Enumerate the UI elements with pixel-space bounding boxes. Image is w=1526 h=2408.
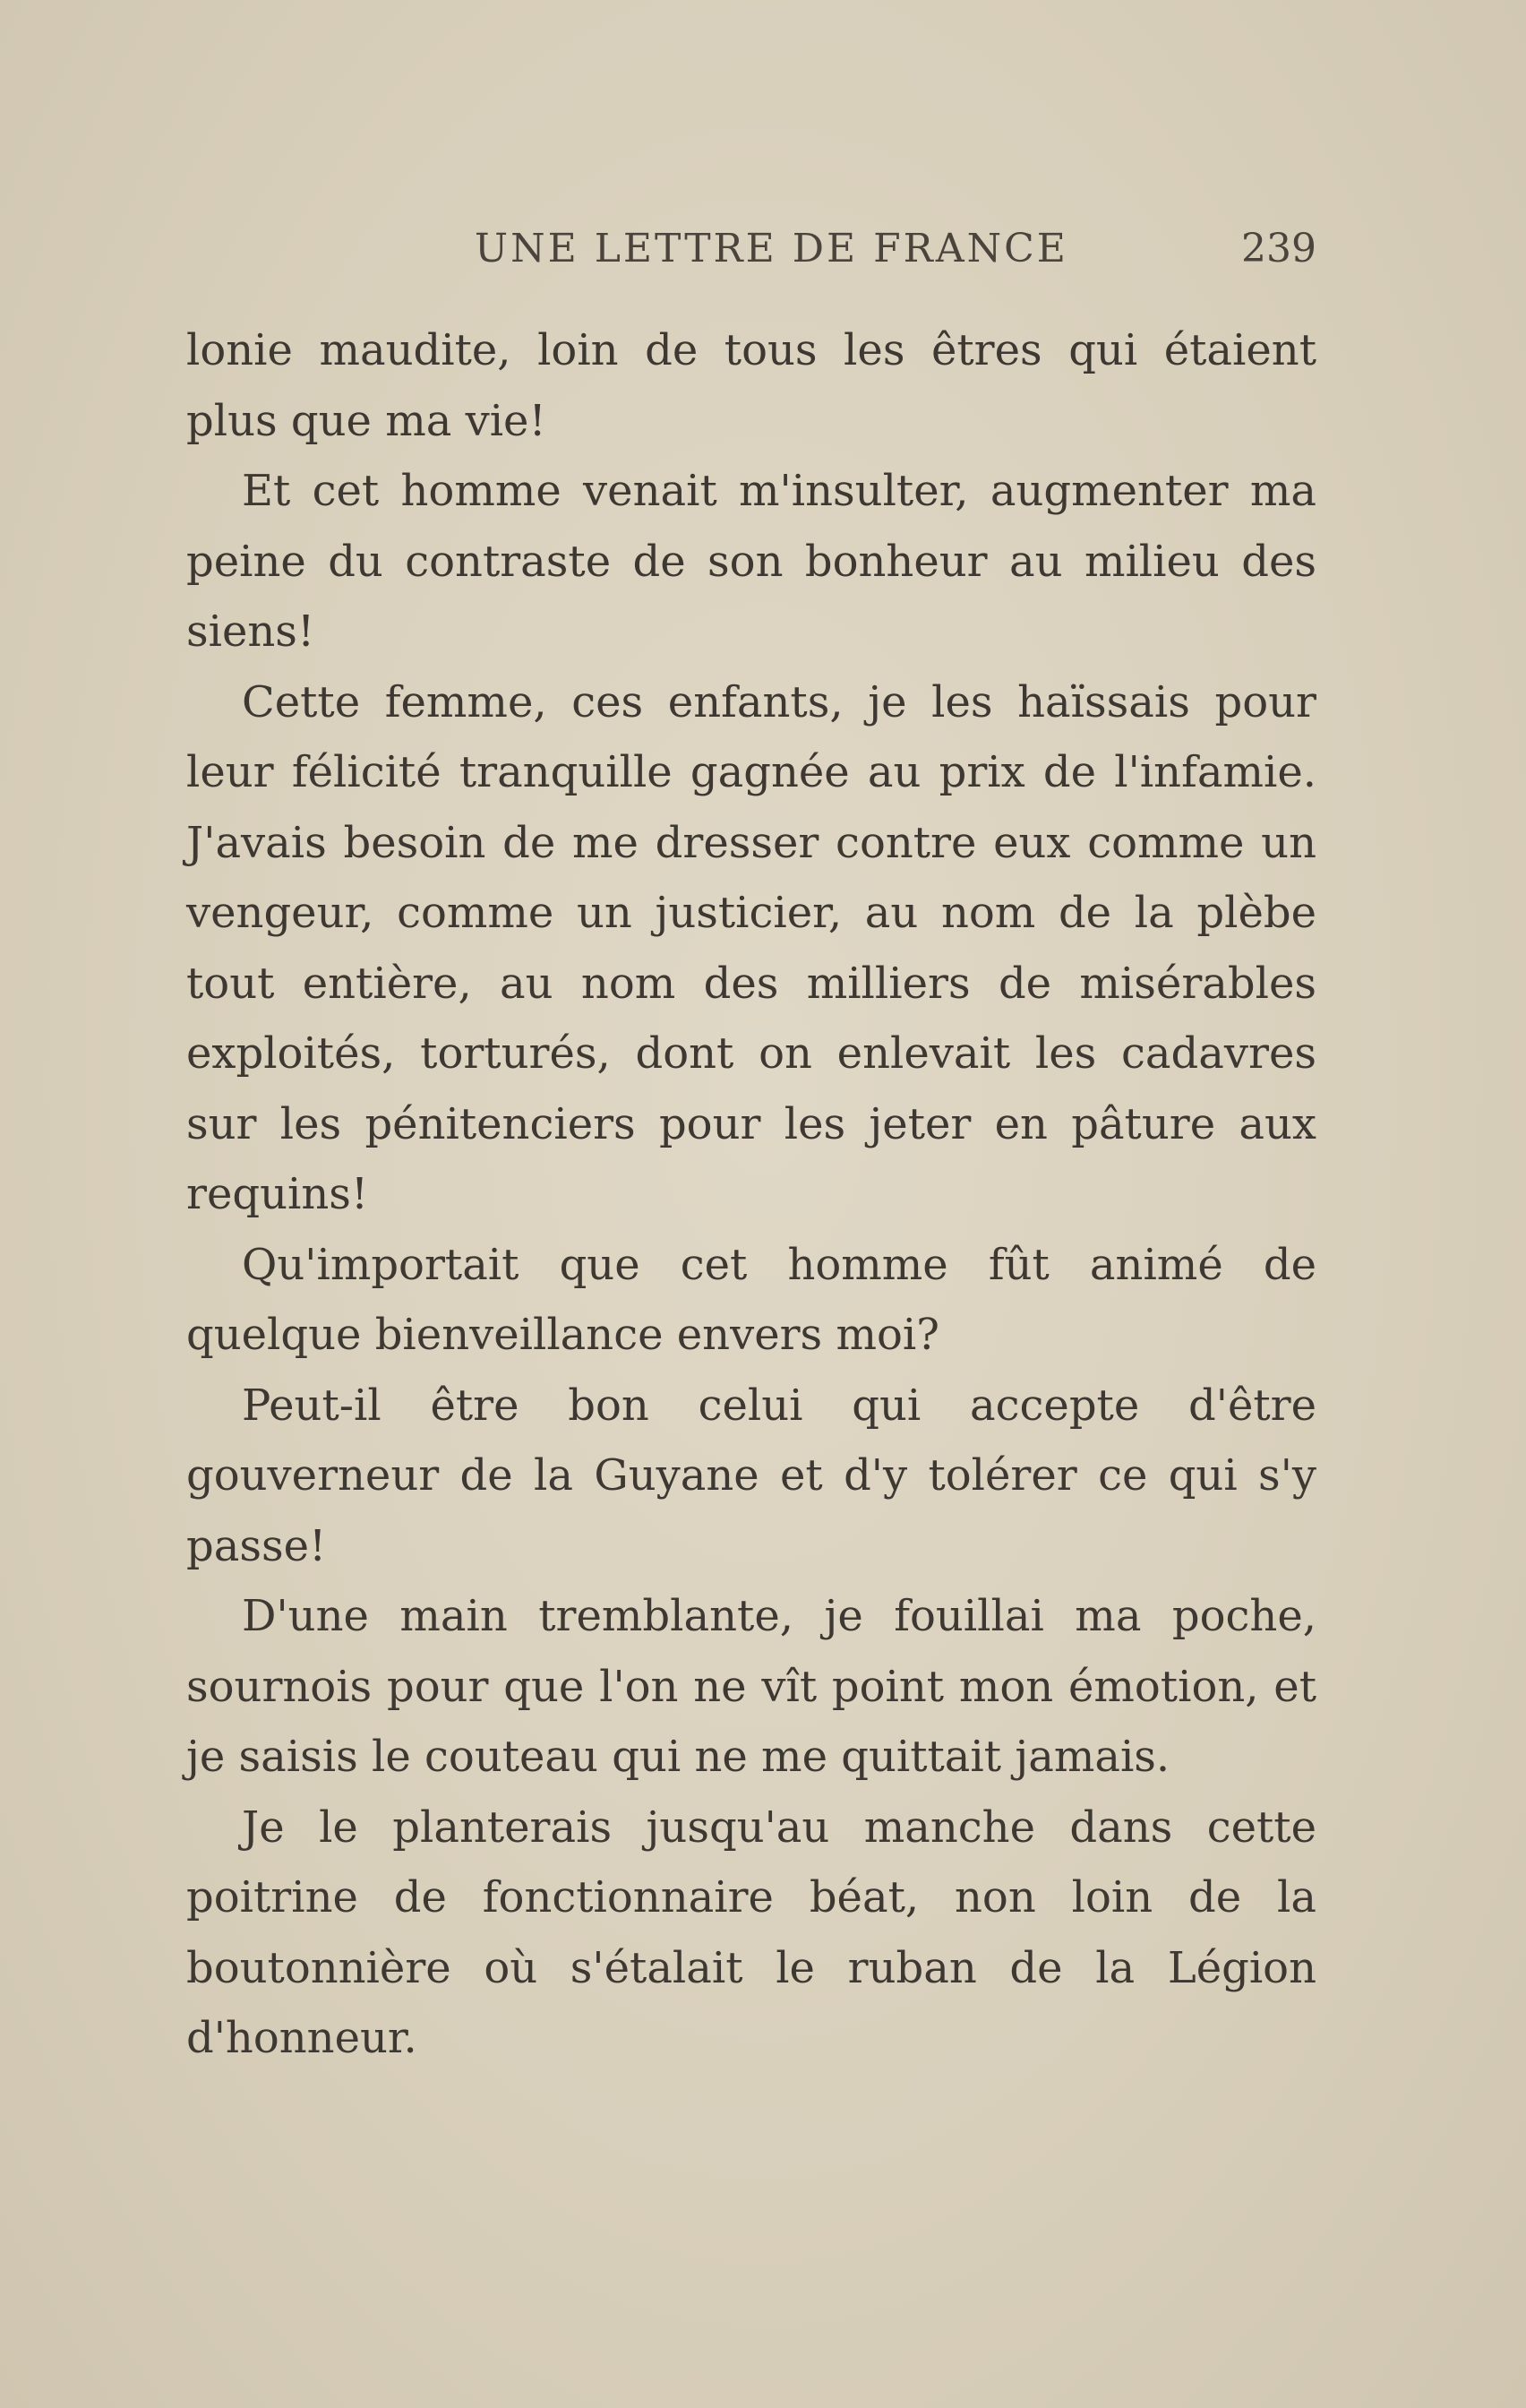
paragraph: Et cet homme venait m'insulter, augmenter ma peine du contraste de son bonheur au milieu des siens!	[186, 466, 1316, 657]
running-title: UNE LETTRE DE FRANCE	[475, 226, 1068, 271]
page-number: 239	[1241, 226, 1316, 271]
body-text	[186, 315, 1316, 2074]
paragraph: Cette femme, ces enfants, je les haïssais pour leur félicité tranquille gagnée au prix de l'infamie. J'avais besoin de me dresser contre eux comme un vengeur, comme un justicier, au nom de la plèbe tout entière, au nom des milliers de misérables exploités, torturés, dont on enlevait les cadavres sur les pénitenciers pour les jeter en pâture aux requins!	[186, 676, 1316, 1219]
paragraph: Je le planterais jusqu'au manche dans cette poitrine de fonctionnaire béat, non loin de la boutonnière où s'étalait le ruban de la Légion d'honneur.	[186, 1802, 1316, 2063]
paragraph: Qu'importait que cet homme fût animé de quelque bienveillance envers moi?	[186, 1239, 1316, 1360]
paragraph-continuation: lonie maudite, loin de tous les êtres qui étaient plus que ma vie!	[186, 325, 1316, 446]
page-header	[186, 226, 1316, 280]
paragraph: D'une main tremblante, je fouillai ma poche, sournois pour que l'on ne vît point mon émotion, et je saisis le couteau qui ne me quittait jamais.	[186, 1591, 1316, 1782]
paragraph: Peut-il être bon celui qui accepte d'être gouverneur de la Guyane et d'y tolérer ce qui s'y passe!	[186, 1380, 1316, 1571]
